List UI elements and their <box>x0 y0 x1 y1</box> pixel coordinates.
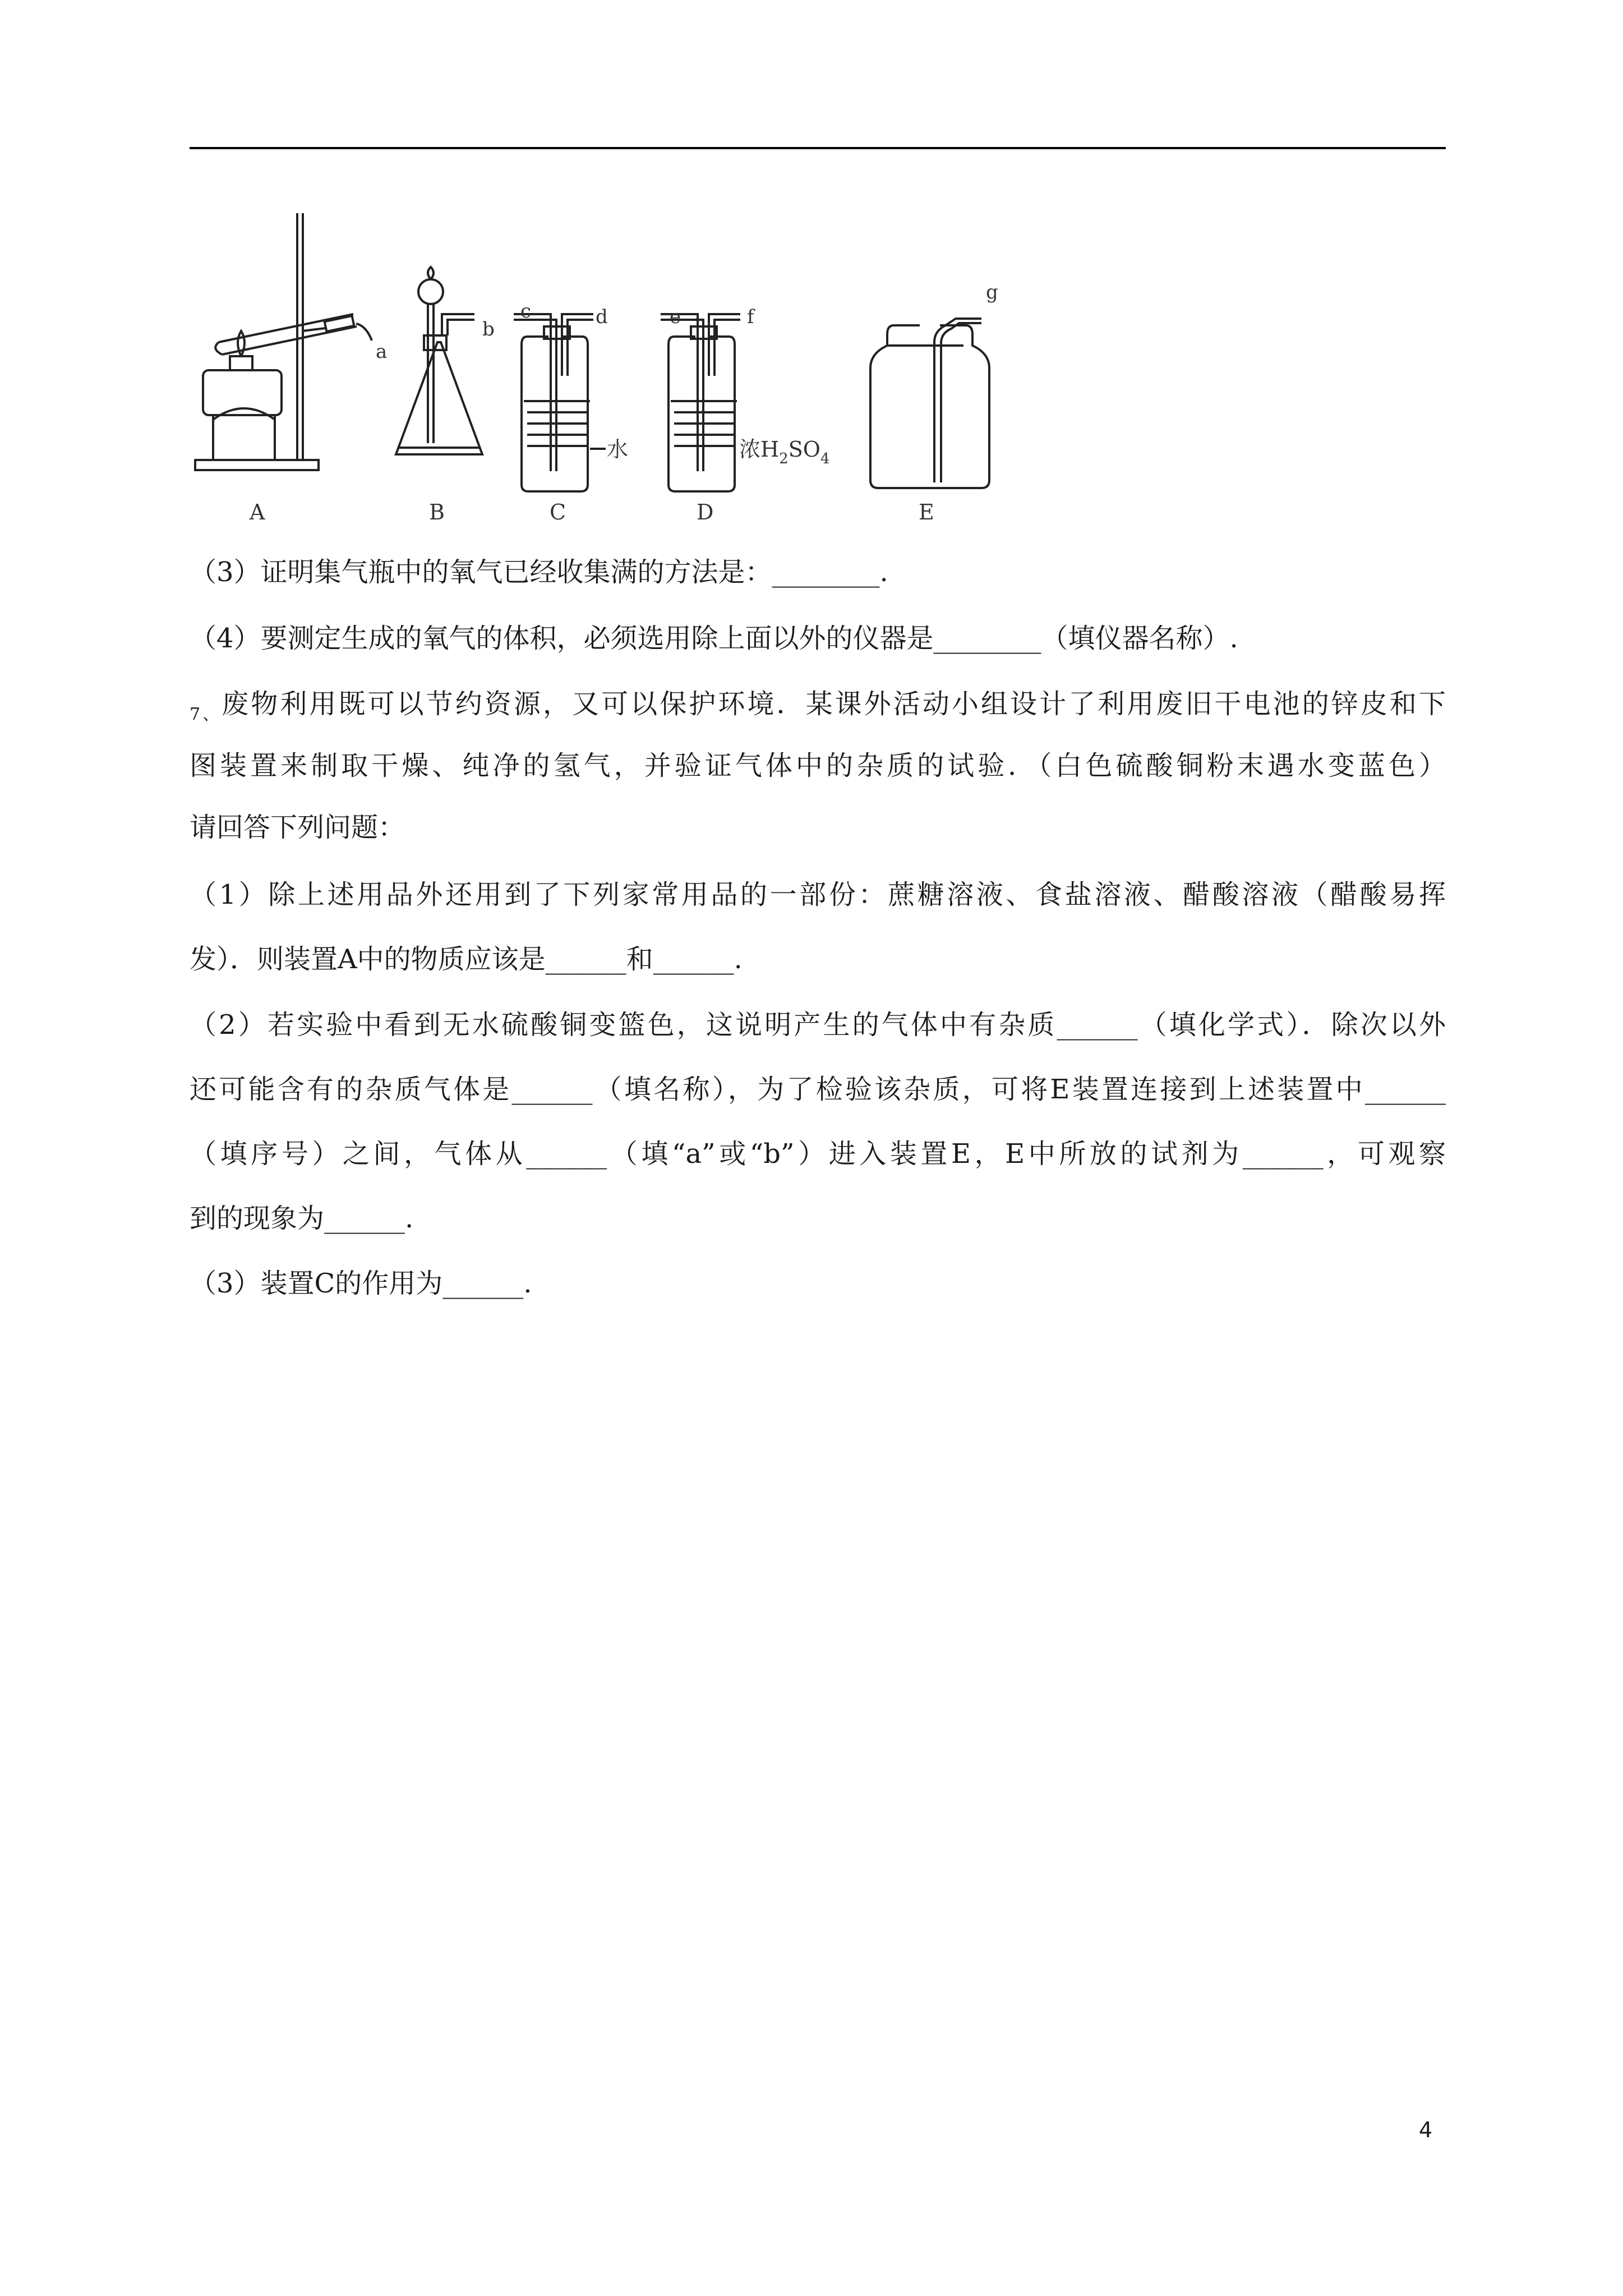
q7-p2-line3: （填序号）之间，气体从______（填“a”或“b”）进入装置E，E中所放的试剂为______，可观察 <box>190 1138 1446 1170</box>
port-label-b: b <box>482 318 495 341</box>
port-label-d: d <box>596 306 608 328</box>
apparatus-a <box>195 213 372 470</box>
q7-intro-line1: $_{7、}$废物利用既可以节约资源，又可以保护环境．某课外活动小组设计了利用废旧干电池的锌皮和下 <box>190 688 1446 724</box>
liquid-label-d: 浓$H_2SO_4$ <box>739 437 830 467</box>
caption-c: C <box>550 500 566 524</box>
caption-d: D <box>697 500 714 524</box>
port-label-f: f <box>747 306 754 328</box>
q7-prompt: 请回答下列问题： <box>190 812 405 843</box>
q7-p3: （3）装置C的作用为______. <box>190 1268 532 1299</box>
liquid-label-c: 水 <box>607 437 629 462</box>
q6-part4: （4）要测定生成的氧气的体积，必须选用除上面以外的仪器是________（填仪器名称）. <box>190 623 1238 654</box>
apparatus-e <box>870 319 989 488</box>
port-label-e: e <box>670 306 681 328</box>
q7-number: 7、 <box>190 705 222 724</box>
q7-intro-line2: 图装置来制取干燥、纯净的氢气，并验证气体中的杂质的试验．（白色硫酸铜粉末遇水变蓝色） <box>190 750 1446 781</box>
caption-e: E <box>919 500 934 524</box>
apparatus-figure <box>191 208 1043 533</box>
apparatus-d <box>661 314 740 491</box>
q7-p1-line2: 发）．则装置A中的物质应该是______和______. <box>190 944 743 975</box>
q6-part3: （3）证明集气瓶中的氧气已经收集满的方法是：________. <box>190 556 888 588</box>
port-label-a: a <box>376 341 388 363</box>
apparatus-c <box>514 314 606 491</box>
port-label-g: g <box>986 281 998 303</box>
caption-a: A <box>250 500 265 524</box>
q7-p1-line1: （1）除上述用品外还用到了下列家常用品的一部份：蔗糖溶液、食盐溶液、醋酸溶液（醋酸易挥 <box>190 879 1446 910</box>
apparatus-b <box>396 267 482 454</box>
q7-p2-line1: （2）若实验中看到无水硫酸铜变篮色，这说明产生的气体中有杂质______（填化学式）．除次以外 <box>190 1009 1446 1041</box>
port-label-c: c <box>520 300 532 323</box>
q7-p2-line4: 到的现象为______. <box>190 1203 414 1234</box>
header-rule <box>190 147 1446 149</box>
caption-b: B <box>429 500 445 524</box>
q7-p2-line2: 还可能含有的杂质气体是______（填名称），为了检验该杂质，可将E装置连接到上述装置中______ <box>190 1074 1446 1105</box>
page-number: 4 <box>1419 2118 1433 2142</box>
